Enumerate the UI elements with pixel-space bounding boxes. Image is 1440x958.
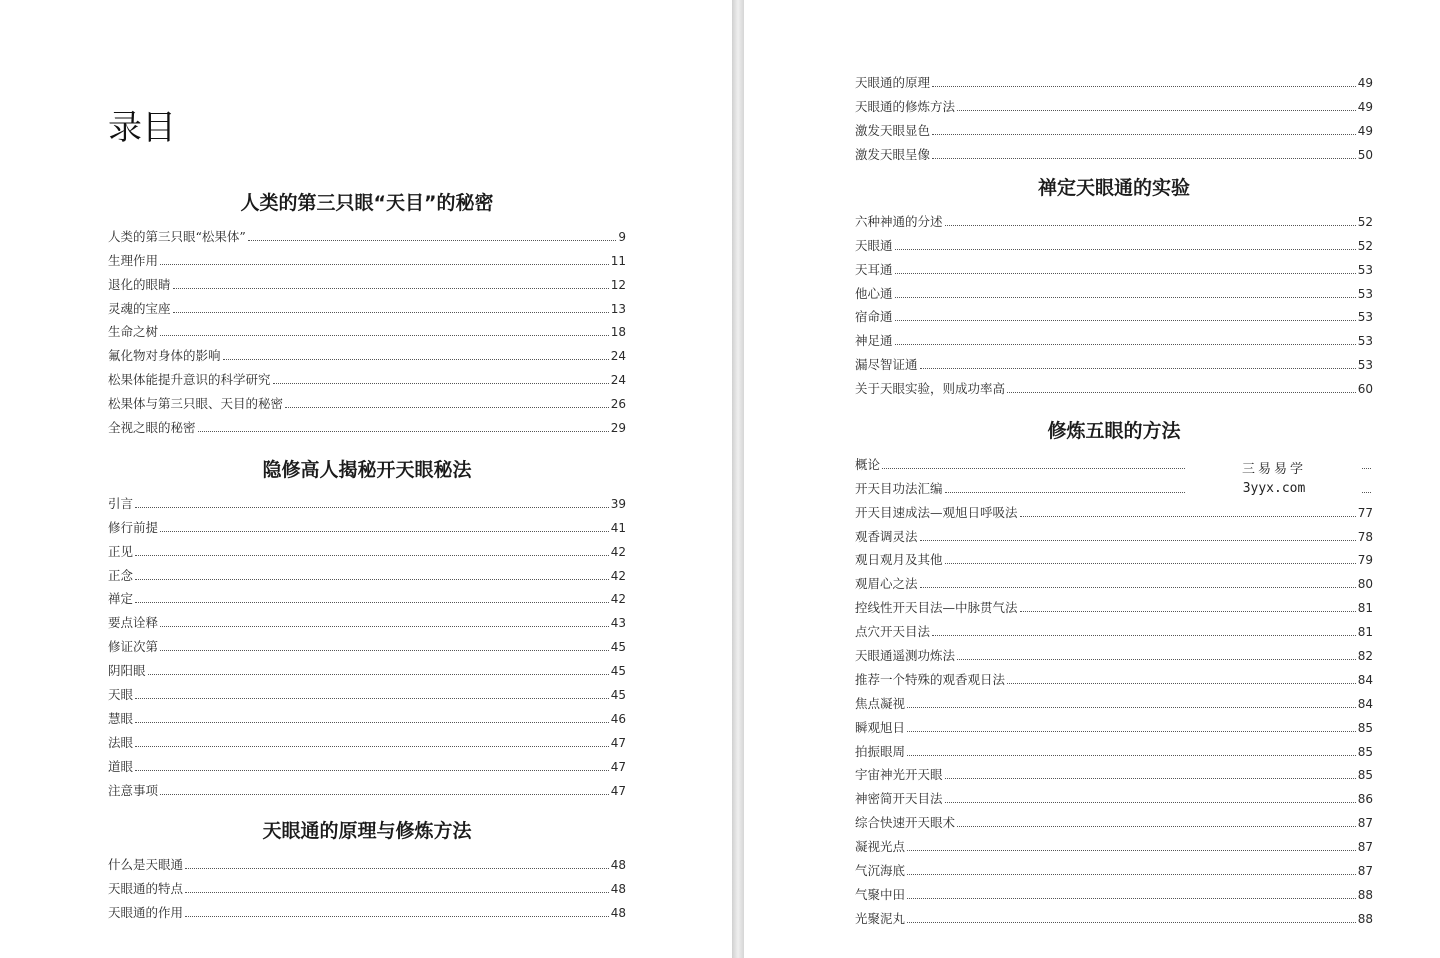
toc-entry-label: 全视之眼的秘密 xyxy=(108,420,196,436)
dot-leader xyxy=(907,922,1356,923)
toc-entry-page: 42 xyxy=(610,592,626,607)
dot-leader xyxy=(895,273,1356,274)
toc-entry-label: 天眼 xyxy=(108,687,134,703)
toc-entry-page: 45 xyxy=(610,664,626,679)
toc-entry-page: 49 xyxy=(1357,99,1373,114)
toc-entry[interactable] xyxy=(855,618,1373,642)
dot-leader xyxy=(920,540,1356,541)
toc-entry-page: 29 xyxy=(610,421,626,436)
toc-entry-page: 81 xyxy=(1357,625,1373,640)
toc-entry-label: 气聚中田 xyxy=(855,886,906,902)
toc-entry-label: 推荐一个特殊的观香观日法 xyxy=(855,671,1006,687)
toc-entry-page: 24 xyxy=(610,349,626,364)
toc-entry-label: 退化的眼睛 xyxy=(108,276,171,292)
toc-entry-label: 氟化物对身体的影响 xyxy=(108,348,221,364)
toc-entry-page: 18 xyxy=(610,325,626,340)
toc-entry-page: 45 xyxy=(610,688,626,703)
watermark-text-cn: 三易易学 xyxy=(1241,462,1306,477)
dot-leader xyxy=(957,659,1356,660)
toc-entry-page: 80 xyxy=(1357,577,1373,592)
dot-leader xyxy=(160,531,609,532)
toc-entry[interactable] xyxy=(108,609,626,633)
toc-entry[interactable] xyxy=(855,523,1373,547)
toc-entry-label: 激发天眼显色 xyxy=(855,122,931,138)
toc-entry-label: 天耳通 xyxy=(855,261,893,277)
toc-entry-label: 开天目速成法—观旭日呼吸法 xyxy=(855,504,1018,520)
toc-entry-page: 11 xyxy=(610,253,626,268)
toc-entry[interactable] xyxy=(108,223,626,247)
toc-entry-page: 53 xyxy=(1357,262,1373,277)
toc-entry-page: 43 xyxy=(610,616,626,631)
toc-entry[interactable] xyxy=(108,705,626,729)
dot-leader xyxy=(932,158,1356,159)
dot-leader xyxy=(135,507,609,508)
toc-entry[interactable] xyxy=(108,777,626,801)
dot-leader xyxy=(148,674,609,675)
page-gutter xyxy=(732,0,744,958)
dot-leader xyxy=(135,770,609,771)
toc-entry[interactable] xyxy=(108,899,626,923)
toc-entry-page: 53 xyxy=(1357,334,1373,349)
toc-entry-page: 81 xyxy=(1357,601,1373,616)
dot-leader xyxy=(957,110,1356,111)
toc-entry[interactable] xyxy=(108,657,626,681)
toc-entry-label: 生理作用 xyxy=(108,252,159,268)
dot-leader xyxy=(945,563,1356,564)
toc-entry-label: 天眼通 xyxy=(855,237,893,253)
toc-entry-label: 观香调灵法 xyxy=(855,528,918,544)
toc-entry-page: 13 xyxy=(610,301,626,316)
dot-leader xyxy=(135,722,609,723)
toc-entry[interactable] xyxy=(855,594,1373,618)
toc-entry[interactable] xyxy=(855,208,1373,232)
document-title: 录目 xyxy=(108,108,176,148)
toc-entry[interactable] xyxy=(108,851,626,875)
toc-entry-label: 神足通 xyxy=(855,333,893,349)
toc-entry-page: 47 xyxy=(610,759,626,774)
toc-entry-label: 概论 xyxy=(855,456,881,472)
toc-entry-label: 天眼通的修炼方法 xyxy=(855,98,956,114)
toc-entry-page: 53 xyxy=(1357,286,1373,301)
toc-entry-page: 84 xyxy=(1357,696,1373,711)
toc-entry[interactable] xyxy=(108,366,626,390)
dot-leader xyxy=(185,868,609,869)
toc-entry-label: 慧眼 xyxy=(108,710,134,726)
toc-entry-page: 12 xyxy=(610,277,626,292)
dot-leader xyxy=(945,802,1356,803)
dot-leader xyxy=(248,240,617,241)
toc-entry-page: 85 xyxy=(1357,744,1373,759)
dot-leader xyxy=(160,335,609,336)
dot-leader xyxy=(945,778,1356,779)
toc-entry-label: 焦点凝视 xyxy=(855,695,906,711)
toc-entry-label: 阴阳眼 xyxy=(108,663,146,679)
dot-leader xyxy=(907,874,1356,875)
toc-entry-page: 82 xyxy=(1357,649,1373,664)
dot-leader xyxy=(160,626,609,627)
dot-leader xyxy=(160,650,609,651)
toc-entry-label: 六种神通的分述 xyxy=(855,213,943,229)
toc-entry-label: 他心通 xyxy=(855,285,893,301)
toc-entry[interactable] xyxy=(855,809,1373,833)
toc-section xyxy=(108,455,626,801)
toc-entry-page: 26 xyxy=(610,397,626,412)
toc-entry[interactable] xyxy=(855,141,1373,165)
dot-leader xyxy=(920,368,1356,369)
toc-entry-page: 79 xyxy=(1357,553,1373,568)
toc-entry-label: 开天目功法汇编 xyxy=(855,480,943,496)
dot-leader xyxy=(1007,392,1356,393)
toc-entry[interactable] xyxy=(108,586,626,610)
dot-leader xyxy=(160,264,609,265)
dot-leader xyxy=(135,579,609,580)
section-heading: 禅定天眼通的实验 xyxy=(1037,177,1190,199)
dot-leader xyxy=(895,320,1356,321)
toc-section xyxy=(855,173,1373,399)
section-heading: 隐修高人揭秘开天眼秘法 xyxy=(262,459,472,481)
toc-entry-page: 84 xyxy=(1357,672,1373,687)
toc-entry-page: 52 xyxy=(1357,214,1373,229)
toc-section xyxy=(108,816,626,923)
toc-entry-label: 天眼通遥测功炼法 xyxy=(855,648,956,664)
toc-entry[interactable] xyxy=(855,93,1373,117)
toc-entry-label: 控线性开天目法—中脉贯气法 xyxy=(855,600,1018,616)
toc-entry-label: 拍振眼周 xyxy=(855,743,906,759)
toc-entry[interactable] xyxy=(108,753,626,777)
toc-entry[interactable] xyxy=(855,69,1373,93)
toc-entry-label: 关于天眼实验，则成功率高 xyxy=(855,381,1006,397)
toc-entry-label: 修证次第 xyxy=(108,639,159,655)
toc-entry[interactable] xyxy=(855,327,1373,351)
toc-entry[interactable] xyxy=(855,762,1373,786)
toc-entry-page: 88 xyxy=(1357,911,1373,926)
toc-entry-page: 52 xyxy=(1357,238,1373,253)
toc-entry[interactable] xyxy=(855,117,1373,141)
toc-entry[interactable] xyxy=(855,375,1373,399)
toc-entry-page: 24 xyxy=(610,373,626,388)
toc-entry[interactable] xyxy=(855,570,1373,594)
toc-entry-page: 53 xyxy=(1357,358,1373,373)
dot-leader xyxy=(1020,611,1356,612)
toc-entry-page: 87 xyxy=(1357,816,1373,831)
toc-entry-label: 引言 xyxy=(108,495,134,511)
toc-entry-label: 天眼通的作用 xyxy=(108,904,184,920)
toc-entry-page: 85 xyxy=(1357,720,1373,735)
dot-leader xyxy=(945,225,1356,226)
toc-entry-label: 天眼通的原理 xyxy=(855,74,931,90)
dot-leader xyxy=(1020,516,1356,517)
dot-leader xyxy=(907,755,1356,756)
dot-leader xyxy=(932,134,1356,135)
dot-leader xyxy=(135,555,609,556)
toc-entry-page: 86 xyxy=(1357,792,1373,807)
toc-entry-page: 48 xyxy=(610,881,626,896)
toc-entry-label: 激发天眼呈像 xyxy=(855,146,931,162)
toc-section xyxy=(108,188,626,438)
toc-entry-label: 禅定 xyxy=(108,591,134,607)
toc-entry[interactable] xyxy=(855,232,1373,256)
dot-leader xyxy=(185,892,609,893)
toc-entry-label: 气沉海底 xyxy=(855,863,906,879)
toc-entry[interactable] xyxy=(108,319,626,343)
dot-leader xyxy=(907,731,1356,732)
dot-leader xyxy=(895,344,1356,345)
toc-entry-page: 60 xyxy=(1357,382,1373,397)
toc-entry-page: 42 xyxy=(610,544,626,559)
toc-entry[interactable] xyxy=(855,304,1373,328)
toc-entry-label: 宇宙神光开天眼 xyxy=(855,767,943,783)
dot-leader xyxy=(185,916,609,917)
toc-entry-label: 凝视光点 xyxy=(855,839,906,855)
toc-entry-page: 87 xyxy=(1357,864,1373,879)
toc-entry-label: 漏尽智证通 xyxy=(855,357,918,373)
watermark-text-url: 3yyx.com xyxy=(1242,481,1306,496)
toc-entry-label: 观眉心之法 xyxy=(855,576,918,592)
toc-entry[interactable] xyxy=(108,729,626,753)
toc-entry-label: 正见 xyxy=(108,543,134,559)
toc-entry-label: 法眼 xyxy=(108,734,134,750)
toc-entry[interactable] xyxy=(108,875,626,899)
dot-leader xyxy=(173,312,609,313)
dot-leader xyxy=(907,707,1356,708)
toc-entry-page: 47 xyxy=(610,735,626,750)
toc-entry-label: 观日观月及其他 xyxy=(855,552,943,568)
toc-entry-page: 49 xyxy=(1357,123,1373,138)
toc-entry[interactable] xyxy=(108,295,626,319)
toc-entry-label: 天眼通的特点 xyxy=(108,880,184,896)
section-heading: 天眼通的原理与修炼方法 xyxy=(262,820,472,842)
toc-entry-label: 光聚泥丸 xyxy=(855,910,906,926)
dot-leader xyxy=(957,826,1356,827)
dot-leader xyxy=(173,288,609,289)
dot-leader xyxy=(895,249,1356,250)
dot-leader xyxy=(907,850,1356,851)
toc-entry-label: 综合快速开天眼术 xyxy=(855,815,956,831)
dot-leader xyxy=(932,86,1356,87)
toc-entry-page: 53 xyxy=(1357,310,1373,325)
toc-entry[interactable] xyxy=(855,666,1373,690)
toc-entry[interactable] xyxy=(855,280,1373,304)
toc-entry-page: 9 xyxy=(618,229,626,244)
toc-entry-page: 49 xyxy=(1357,75,1373,90)
toc-entry-label: 点穴开天目法 xyxy=(855,624,931,640)
toc-entry[interactable] xyxy=(108,271,626,295)
toc-entry[interactable] xyxy=(855,256,1373,280)
toc-entry[interactable] xyxy=(108,247,626,271)
toc-entry[interactable] xyxy=(855,833,1373,857)
toc-entry-label: 人类的第三只眼“松果体” xyxy=(108,228,246,244)
toc-entry[interactable] xyxy=(108,490,626,514)
toc-entry[interactable] xyxy=(855,857,1373,881)
toc-entry-label: 宿命通 xyxy=(855,309,893,325)
toc-entry[interactable] xyxy=(108,514,626,538)
watermark-overlay xyxy=(1186,456,1362,506)
dot-leader xyxy=(160,794,609,795)
toc-entry-label: 道眼 xyxy=(108,758,134,774)
toc-entry-page: 48 xyxy=(610,905,626,920)
toc-entry[interactable] xyxy=(855,881,1373,905)
toc-entry[interactable] xyxy=(108,342,626,366)
dot-leader xyxy=(932,635,1356,636)
toc-entry-label: 修行前提 xyxy=(108,519,159,535)
section-heading: 人类的第三只眼“天目”的秘密 xyxy=(240,192,494,214)
toc-entry[interactable] xyxy=(855,785,1373,809)
toc-entry-page: 87 xyxy=(1357,840,1373,855)
toc-entry-label: 灵魂的宝座 xyxy=(108,300,171,316)
toc-entry[interactable] xyxy=(855,738,1373,762)
toc-entry-page: 47 xyxy=(610,783,626,798)
dot-leader xyxy=(1007,683,1356,684)
dot-leader xyxy=(895,297,1356,298)
dot-leader xyxy=(920,587,1356,588)
dot-leader xyxy=(285,407,609,408)
toc-entry[interactable] xyxy=(108,538,626,562)
toc-entry-page: 88 xyxy=(1357,887,1373,902)
toc-entry-label: 瞬观旭日 xyxy=(855,719,906,735)
dot-leader xyxy=(135,746,609,747)
toc-entry[interactable] xyxy=(108,414,626,438)
toc-entry-label: 松果体能提升意识的科学研究 xyxy=(108,372,271,388)
toc-entry-label: 要点诠释 xyxy=(108,615,159,631)
dot-leader xyxy=(198,431,609,432)
toc-entry-page: 46 xyxy=(610,711,626,726)
toc-entry-page: 77 xyxy=(1357,505,1373,520)
toc-entry-page: 50 xyxy=(1357,147,1373,162)
toc-entry-label: 注意事项 xyxy=(108,782,159,798)
section-heading: 修炼五眼的方法 xyxy=(1047,420,1181,442)
toc-entry[interactable] xyxy=(855,642,1373,666)
dot-leader xyxy=(273,383,609,384)
toc-entry-page: 39 xyxy=(610,496,626,511)
toc-entry[interactable] xyxy=(108,681,626,705)
toc-entry[interactable] xyxy=(855,547,1373,571)
toc-entry-page: 48 xyxy=(610,857,626,872)
toc-entry[interactable] xyxy=(855,905,1373,929)
toc-entry-page: 42 xyxy=(610,568,626,583)
toc-entry-label: 正念 xyxy=(108,567,134,583)
toc-entry[interactable] xyxy=(855,714,1373,738)
toc-entry-page: 41 xyxy=(610,520,626,535)
dot-leader xyxy=(135,602,609,603)
toc-entry[interactable] xyxy=(108,562,626,586)
toc-entry-label: 神密简开天目法 xyxy=(855,791,943,807)
toc-section-continued xyxy=(855,69,1373,165)
dot-leader xyxy=(223,359,609,360)
toc-entry-page: 85 xyxy=(1357,768,1373,783)
dot-leader xyxy=(907,898,1356,899)
toc-entry-label: 什么是天眼通 xyxy=(108,856,184,872)
toc-entry[interactable] xyxy=(855,690,1373,714)
toc-entry-label: 生命之树 xyxy=(108,324,159,340)
toc-entry-label: 松果体与第三只眼、天目的秘密 xyxy=(108,396,284,412)
toc-entry[interactable] xyxy=(108,390,626,414)
dot-leader xyxy=(135,698,609,699)
toc-entry-page: 78 xyxy=(1357,529,1373,544)
toc-entry[interactable] xyxy=(855,351,1373,375)
toc-entry-page: 45 xyxy=(610,640,626,655)
toc-entry[interactable] xyxy=(108,633,626,657)
